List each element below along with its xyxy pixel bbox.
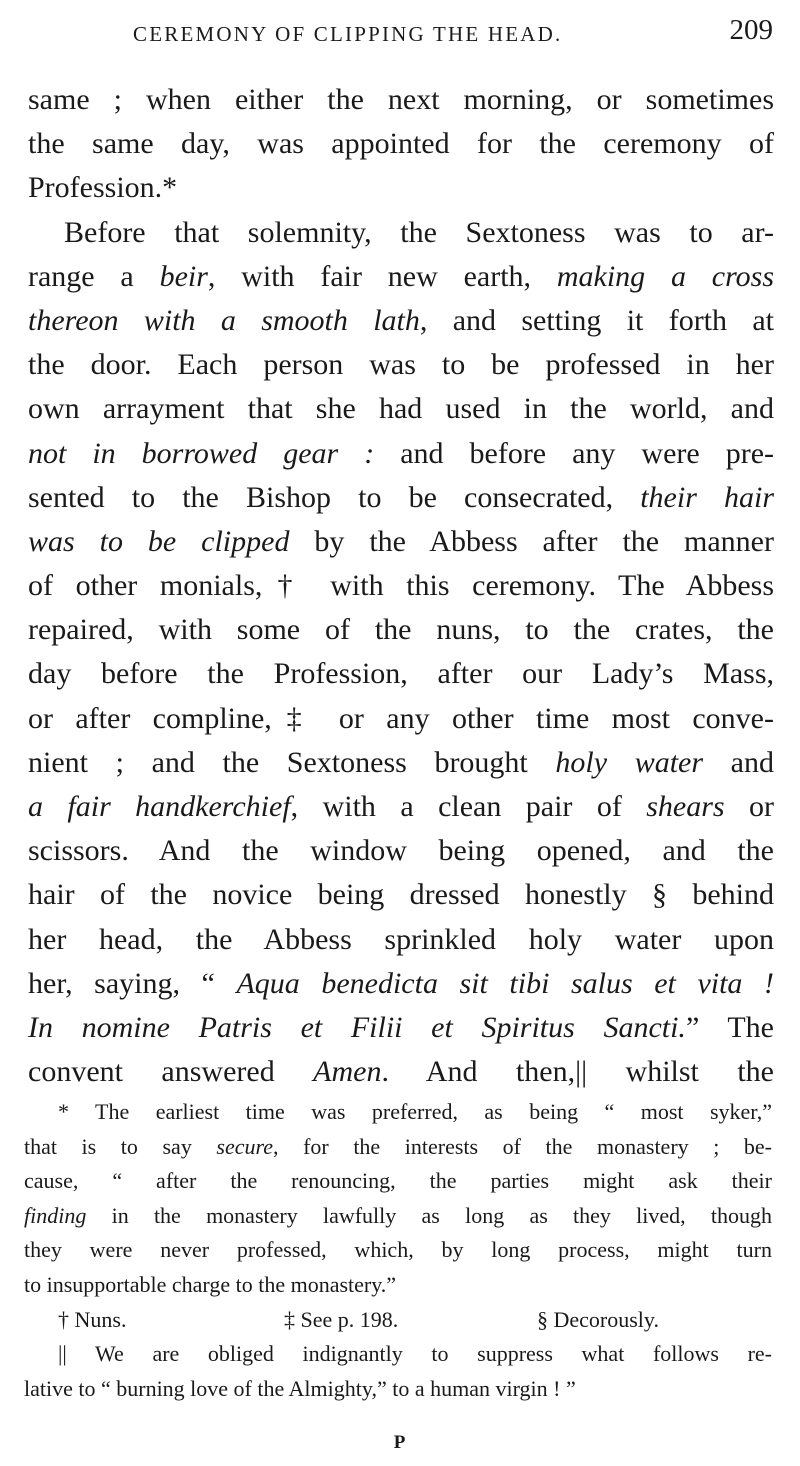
text-line: same ; when either the next morning, or sometimes [28,83,774,116]
text-line: repaired, with some of the nuns, to the crates, the [28,613,774,647]
footnote-line: to insupportable charge to the monastery.” [24,1271,397,1297]
footnote-parallel [24,1337,772,1406]
signature-mark: P [393,1432,407,1453]
footnote-line: cause, “ after the renouncing, the parties might ask their [24,1168,772,1194]
text-line: was to be clipped by the Abbess after the manner [28,524,774,558]
text-line: a fair handkerchief, with a clean pair of shears or [28,790,774,823]
running-head: CEREMONY OF CLIPPING THE HEAD. [133,22,563,46]
footnote-line: lative to “ burning love of the Almighty,” to a human virgin ! ” [24,1375,576,1401]
main-text [28,78,774,1094]
text-line: In nomine Patris et Filii et Spiritus Sancti.” The [28,1010,774,1044]
footnote-marks-row [24,1303,772,1338]
footnote-line: finding in the monastery lawfully as long as they lived, though [24,1202,772,1228]
footnote-line: || We are obliged indignantly to suppress what follows re- [58,1341,772,1367]
text-line: of other monials,† with this ceremony. The Abbess [28,569,774,603]
footnote-star [24,1095,772,1303]
footnote-section: § Decorously. [537,1306,659,1332]
text-line: day before the Profession, after our Lady’s Mass, [28,657,774,691]
text-line: thereon with a smooth lath, and setting it forth at [28,303,774,337]
text-line: her head, the Abbess sprinkled holy water upon [28,922,774,956]
text-line: nient ; and the Sextoness brought holy water and [28,745,774,779]
footnote-line: * The earliest time was preferred, as being “ most syker,” [58,1099,772,1124]
text-line: convent answered Amen. And then,|| whilst the [28,1055,774,1089]
footnote-line: that is to say secure, for the interests of the monastery ; be- [24,1133,772,1159]
text-line: hair of the novice being dressed honestly § behind [28,878,774,912]
text-line: her, saying, “ Aqua benedicta sit tibi salus et vita ! [28,966,774,1000]
text-line: the door. Each person was to be professed in her [28,348,774,382]
page-number: 209 [729,14,773,46]
page-header [0,14,800,54]
text-line: scissors. And the window being opened, and the [28,834,774,868]
footnote-dagger: † Nuns. [58,1306,127,1332]
text-line: or after compline,‡ or any other time most conve- [28,701,774,735]
text-line: sented to the Bishop to be consecrated, their hair [28,480,775,514]
text-line: Profession.* [28,171,178,205]
footnotes [24,1095,772,1406]
text-line: own arrayment that she had used in the world, and [28,392,774,426]
footnote-double-dagger: ‡ See p. 198. [284,1306,399,1332]
text-line: Before that solemnity, the Sextoness was to ar- [64,215,774,249]
footnote-line: they were never professed, which, by long process, might turn [24,1237,772,1263]
text-line: the same day, was appointed for the ceremony of [28,127,774,161]
text-line: range a beir, with fair new earth, making a cross [28,259,775,293]
text-line: not in borrowed gear : and before any were pre- [28,436,775,470]
